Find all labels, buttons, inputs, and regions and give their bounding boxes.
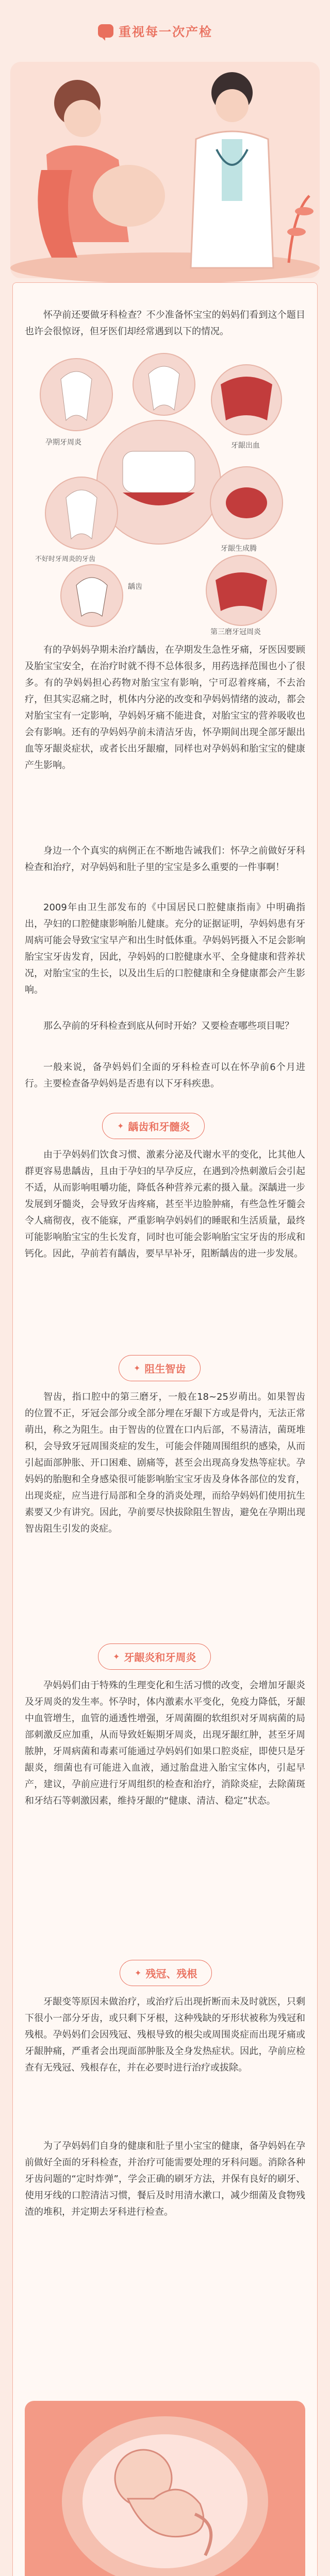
closing-section <box>25 2138 305 2221</box>
page-title: 重视每一次产检 <box>119 25 212 39</box>
diagram-label: 龋齿 <box>128 583 142 591</box>
diagram-label: 牙龈生成腾 <box>221 545 257 553</box>
sparkle-icon: ✦ <box>134 1363 141 1373</box>
dental-conditions-diagram <box>25 348 305 635</box>
body-section-2 <box>25 843 305 876</box>
section-cavities <box>25 1147 305 1262</box>
section-title: 龋齿和牙髓炎 <box>128 1121 190 1133</box>
chat-bubble-icon <box>98 24 113 38</box>
section-text: 孕妈妈们由于特殊的生理变化和生活习惯的改变，会增加牙龈炎及牙周炎的发生率。怀孕时，体内激素水平变化，免疫力降低，牙龈中血管增生，血管的通透性增强，牙周菌圈的软组织对牙周病菌的局部刺激反应加重，从而导致妊娠期牙周炎，出现牙龈红肿，甚至牙周脓肿，牙周病菌和毒素可能通过孕妈妈们如果口腔炎症，即使只是牙龈炎，细菌也有可能进入血液，通过胎盘进入胎宝宝体内，引起早产，建议，孕前应进行牙周组织的检查和治疗，消除炎症，去除菌斑和牙结石等刺激因素，维持牙龈的“健康、清洁、稳定”状态。 <box>25 1680 305 1806</box>
sparkle-icon: ✦ <box>135 1968 142 1978</box>
pregnant-woman-doctor-illustration <box>0 41 330 289</box>
section-pill-residual-roots <box>120 1960 212 1986</box>
diagram-label: 第三磨牙冠周炎 <box>210 628 261 636</box>
section-title: 残冠、残根 <box>145 1968 197 1980</box>
body-section-1 <box>25 642 305 774</box>
body-paragraph: 那么孕前的牙科检查到底从何时开始？又要检查哪些项目呢？ <box>43 1021 294 1031</box>
section-text: 牙龈变等原因未做治疗，或治疗后出现折断而未及时就医，只剩下很小一部分牙齿，或只剩下牙根，这种残缺的牙形状被称为残冠和残根。孕妈妈们会因残冠、残根导致的根尖或周围炎症而出现牙痛或牙龈肿痛，严重者会出现面部肿胀及全身发热症状。因此，孕前应检查有无残冠、残根存在，并在必要时进行治疗或拔除。 <box>25 1996 305 2073</box>
body-section-4 <box>25 1018 305 1035</box>
body-paragraph: 2009年由卫生部发布的《中国居民口腔健康指南》中明确指出，孕妇的口腔健康影响胎儿健康。充分的证据证明，孕妈妈患有牙周病可能会导致宝宝早产和出生时低体重。孕妈妈钙摄入不足会影响胎宝宝牙齿发育，因此，孕妈妈的口腔健康水平、全身健康和营养状况，对胎宝宝的生长，以及出生后的口腔健康和全身健康都会产生影响。 <box>25 902 305 995</box>
diagram-label: 孕期牙周炎 <box>45 438 81 447</box>
body-paragraph: 身边一个个真实的病例正在不断地告诫我们：怀孕之前做好牙科检查和治疗，对孕妈妈和肚子里的宝宝是多么重要的一件事啊！ <box>25 845 305 873</box>
section-text: 由于孕妈妈们饮食习惯、激素分泌及代谢水平的变化，比其他人群更容易患龋齿，且由于孕妇的早孕反应，在遇到冷热刺激后会引起不适，从而影响咀嚼功能，降低各种营养元素的摄入量。深龋进一步发展到牙髓炎，会导致牙齿疼痛，甚至半边脸肿痛，有些急性牙髓会令人痛彻夜，夜不能寐，严重影响孕妈妈们的睡眠和生活质量，最终可能影响胎宝宝的生长发育，同时也可能会影响胎宝宝牙齿的形成和钙化。因此，孕前若有龋齿，要早早补牙，阻断龋齿的进一步发展。 <box>25 1149 305 1259</box>
body-section-5 <box>25 1059 305 1092</box>
section-wisdom-teeth <box>25 1389 305 1537</box>
body-section-3 <box>25 900 305 998</box>
section-gum-disease <box>25 1677 305 1809</box>
section-title: 牙龈炎和牙周炎 <box>124 1651 196 1664</box>
section-pill-cavities <box>102 1113 205 1139</box>
section-residual-roots <box>25 1994 305 2076</box>
diagram-label: 不好时牙周炎的牙齿 <box>35 555 96 563</box>
header-title-bar <box>98 22 212 40</box>
section-pill-gum-disease <box>98 1643 211 1670</box>
sparkle-icon: ✦ <box>113 1652 120 1662</box>
diagram-label: 牙龈出血 <box>231 442 260 450</box>
closing-paragraph: 为了孕妈妈们自身的健康和肚子里小宝宝的健康，备孕妈妈在孕前做好全面的牙科检查，并治疗可能需要处理的牙科问题。消除各种牙齿问题的“定时炸弹”，学会正确的刷牙方法，并保有良好的刷牙、使用牙线的口腔清洁习惯，餐后及时用清水漱口，减少细菌及食物残渣的堆积，并定期去牙科进行检查。 <box>25 2141 305 2217</box>
section-text: 智齿，指口腔中的第三磨牙，一般在18~25岁萌出。如果智齿的位置不正，牙冠会部分或全部分埋在牙龈下方或是骨内，无法正常萌出，称之为阻生。由于智齿的位置在口内后部，不易清洁，菌斑堆积，会导致牙冠周围炎症的发生，可能会伴随周围组织的感染，从而引起面部肿胀、开口困难、剧痛等，甚至会出现高身发热等症状。孕妈妈的胎胞和全身感染很可能影响胎宝宝牙齿及身体各部位的发育，出现炎症，应当进行局部和全身的消炎处理，而给孕妈妈们使用抗生素要又少有讲究。因此，孕前要尽快拔除阻生智齿，避免在孕期出现智齿阻生引发的炎症。 <box>25 1392 305 1534</box>
body-paragraph: 有的孕妈妈孕期未治疗龋齿，在孕期发生急性牙痛，牙医因要顾及胎宝宝安全，在治疗时就不得不总体很多，用药选择范围也小了很多。有的孕妈妈担心药物对胎宝宝有影响，宁可忍着疼痛，不去治疗，但其实忍痛之时，机体内分泌的改变和孕妈妈情绪的波动，都会对胎宝宝有一定影响，孕妈妈牙痛不能进食，对胎宝宝的营养吸收也会有影响。还有的孕妈妈孕前未清洁牙齿，怀孕期间出现全部牙龈出血等牙龈炎症状，或者长出牙龈瘤，同样也对孕妈妈和胎宝宝的健康产生影响。 <box>25 645 305 771</box>
sparkle-icon: ✦ <box>117 1121 124 1131</box>
dental-diagram-svg <box>25 348 305 635</box>
fetus-illustration <box>25 2401 305 2576</box>
header <box>0 0 330 289</box>
section-title: 阻生智齿 <box>144 1363 186 1375</box>
intro-paragraph: 怀孕前还要做牙科检查？不少准备怀宝宝的妈妈们看到这个题目也许会很惊讶，但牙医们却经常遇到以下的情况。 <box>25 310 305 337</box>
intro-section <box>25 307 305 340</box>
body-paragraph: 一般来说，备孕妈妈们全面的牙科检查可以在怀孕前6个月进行。主要检查备孕妈妈是否患有以下牙科疾患。 <box>25 1062 305 1089</box>
section-pill-wisdom-teeth <box>119 1355 201 1381</box>
